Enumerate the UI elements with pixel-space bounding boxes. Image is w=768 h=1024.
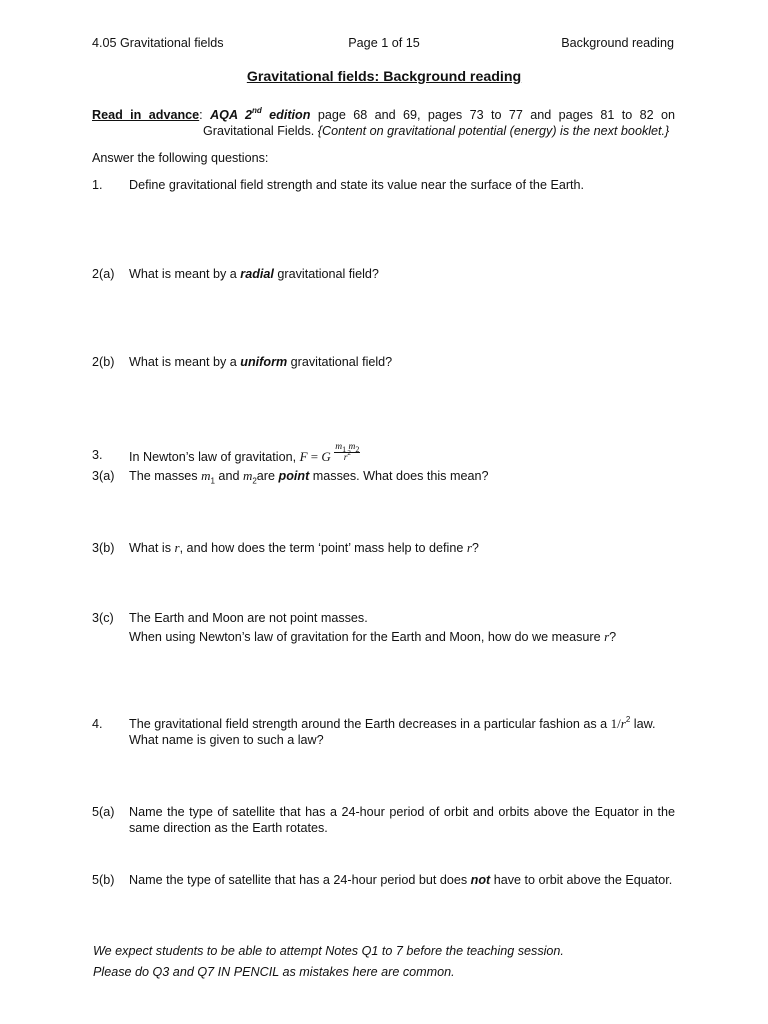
question-number: 3(a) xyxy=(92,469,115,483)
q2b-emphasis: uniform xyxy=(240,355,288,369)
mass-m2: m xyxy=(242,468,253,483)
q3-text: In Newton’s law of gravitation, xyxy=(129,449,297,464)
formula-fraction xyxy=(334,442,360,463)
question-2a-text xyxy=(129,266,675,282)
den-sup: 2 xyxy=(347,448,351,457)
q4-law-post: law. xyxy=(630,717,656,731)
q4-line1 xyxy=(129,716,675,732)
read-in-advance-note: {Content on gravitational potential (energy) is the next booklet.} xyxy=(317,124,670,138)
formula-force: F xyxy=(299,448,308,464)
den-r: r xyxy=(343,453,348,463)
q3a-emphasis: point xyxy=(278,469,310,483)
q4-line2: What name is given to such a law? xyxy=(129,733,324,747)
q3b-end: ? xyxy=(471,541,479,555)
mass-sub2: 2 xyxy=(252,476,257,486)
num-sub2: 2 xyxy=(355,444,360,454)
mass-sub1: 1 xyxy=(210,476,215,486)
textbook-name xyxy=(210,105,311,122)
q2a-post: gravitational field? xyxy=(273,267,379,281)
read-in-advance-colon: : xyxy=(199,108,203,122)
question-3-text xyxy=(129,440,675,464)
q2a-emphasis: radial xyxy=(240,267,274,281)
q3a-are: are xyxy=(256,469,279,483)
read-in-advance-line1 xyxy=(92,107,675,123)
q3c-line2 xyxy=(129,629,675,645)
question-number: 5(a) xyxy=(92,805,115,819)
question-5b-text xyxy=(129,872,675,888)
formula-g: G xyxy=(321,448,331,464)
read-in-advance-label: Read in advance xyxy=(92,108,200,122)
question-3c-text xyxy=(129,610,675,645)
question-1-text: Define gravitational field strength and state its value near the surface of the Earth. xyxy=(129,178,585,192)
instructions: Answer the following questions: xyxy=(92,151,269,165)
header-right: Background reading xyxy=(561,36,674,50)
page-number: Page 1 of 15 xyxy=(348,36,420,50)
header-left: 4.05 Gravitational fields xyxy=(92,36,224,50)
mass-m1: m xyxy=(201,468,211,483)
textbook-edition: edition xyxy=(269,108,311,122)
q5b-emphasis: not xyxy=(470,873,491,887)
q3c-line1: The Earth and Moon are not point masses. xyxy=(129,611,368,625)
question-3b-text xyxy=(129,540,675,556)
footer-note-2: Please do Q3 and Q7 IN PENCIL as mistakes here are common. xyxy=(93,965,455,979)
q3b-r: r xyxy=(174,540,180,555)
num-sub1: 1 xyxy=(342,444,347,454)
q2a-pre: What is meant by a xyxy=(129,267,241,281)
q5b-pre: Name the type of satellite that has a 24-hour period but does xyxy=(129,873,471,887)
page-title: Gravitational fields: Background reading xyxy=(246,69,522,85)
q2b-post: gravitational field? xyxy=(287,355,393,369)
question-2b-text xyxy=(129,354,675,370)
q3b-r2: r xyxy=(466,540,472,555)
formula-equals: = xyxy=(307,448,322,464)
q2b-pre: What is meant by a xyxy=(129,355,241,369)
fraction-denominator xyxy=(334,448,360,463)
read-in-advance-topic: Gravitational Fields. xyxy=(203,124,315,138)
question-4-text xyxy=(129,716,675,748)
q3b-mid: , and how does the term ‘point’ mass help to define xyxy=(179,541,467,555)
q4-law-r: r xyxy=(620,716,626,731)
question-number: 5(b) xyxy=(92,873,115,887)
question-number: 3. xyxy=(92,448,103,462)
q3a-post: masses. What does this mean? xyxy=(309,469,489,483)
question-number: 3(c) xyxy=(92,611,114,625)
q4-law-num: 1/ xyxy=(610,716,621,731)
q3c-r: r xyxy=(604,629,610,644)
num-m2: m xyxy=(348,442,356,452)
q3a-pre: The masses xyxy=(129,469,202,483)
read-in-advance-pages: page 68 and 69, pages 73 to 77 and pages 81 to 82 on xyxy=(317,108,676,122)
q3b-pre: What is xyxy=(129,541,175,555)
textbook-edition-sup: nd xyxy=(251,105,262,115)
question-number: 3(b) xyxy=(92,541,115,555)
question-number: 1. xyxy=(92,178,103,192)
read-in-advance-line2 xyxy=(203,123,675,139)
footer-note-1: We expect students to be able to attempt Notes Q1 to 7 before the teaching session. xyxy=(93,944,564,958)
question-3a-text xyxy=(129,468,675,484)
question-5a-text: Name the type of satellite that has a 24-hour period of orbit and orbits above the Equator in the same direction as the Earth rotates. xyxy=(129,805,675,835)
q3a-and: and xyxy=(214,469,243,483)
num-m1: m xyxy=(335,442,343,452)
question-number: 2(b) xyxy=(92,355,115,369)
q3c-line2-text: When using Newton’s law of gravitation for the Earth and Moon, how do we measure xyxy=(129,630,605,644)
q4-pre: The gravitational field strength around the Earth decreases in a particular fashion as a xyxy=(129,717,611,731)
q3c-end: ? xyxy=(609,630,617,644)
textbook-title: AQA 2 xyxy=(210,108,252,122)
question-number: 4. xyxy=(92,717,103,731)
question-number: 2(a) xyxy=(92,267,115,281)
q5b-post: have to orbit above the Equator. xyxy=(490,873,673,887)
newton-formula xyxy=(300,450,331,464)
q4-law-sup: 2 xyxy=(625,714,631,724)
